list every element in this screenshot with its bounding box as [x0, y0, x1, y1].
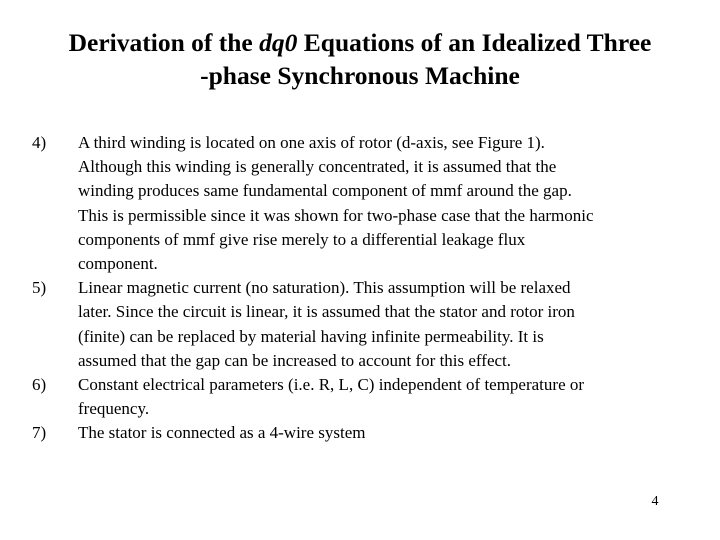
- text-line: winding produces same fundamental component of mmf around the gap.: [78, 181, 572, 201]
- title-line-1: [20, 26, 700, 59]
- item-number: 4): [32, 133, 47, 152]
- text-line: assumed that the gap can be increased to account for this effect.: [78, 350, 512, 370]
- text-line: A third winding is located on one axis of rotor (d-axis, see Figure 1).: [78, 133, 545, 152]
- title-prefix: Derivation of the: [68, 28, 260, 57]
- assumption-list: [32, 131, 692, 446]
- title-dq0: dq0: [259, 28, 298, 57]
- item-text: [78, 276, 692, 373]
- text-line: This is permissible since it was shown for two-phase case that the harmonic: [78, 205, 594, 225]
- text-line: components of mmf give rise merely to a differential leakage flux: [78, 229, 526, 249]
- item-text: [78, 421, 692, 445]
- list-item: [32, 373, 692, 421]
- text-line: The stator is connected as a 4-wire system: [78, 423, 366, 443]
- item-number: 7): [32, 423, 47, 443]
- item-text: [78, 373, 692, 421]
- item-number: 6): [32, 375, 47, 395]
- list-item: [32, 131, 692, 276]
- text-line: (finite) can be replaced by material having infinite permeability. It is: [78, 326, 544, 346]
- list-item: [32, 421, 692, 445]
- title-line-2: -phase Synchronous Machine: [200, 61, 520, 90]
- text-line: Constant electrical parameters (i.e. R, L, C) independent of temperature or: [78, 375, 585, 395]
- item-text: [78, 131, 692, 276]
- item-number: 5): [32, 278, 47, 298]
- text-line: Linear magnetic current (no saturation). This assumption will be relaxed: [78, 278, 571, 298]
- page-number: 4: [651, 494, 659, 509]
- list-item: [32, 276, 692, 373]
- text-line: component.: [78, 254, 158, 274]
- title-suffix: Equations of an Idealized Three: [297, 28, 652, 57]
- text-line: Although this winding is generally concentrated, it is assumed that the: [78, 157, 557, 177]
- text-line: frequency.: [78, 399, 150, 419]
- text-line: later. Since the circuit is linear, it is assumed that the stator and rotor iron: [78, 302, 575, 322]
- slide-title: [20, 26, 700, 92]
